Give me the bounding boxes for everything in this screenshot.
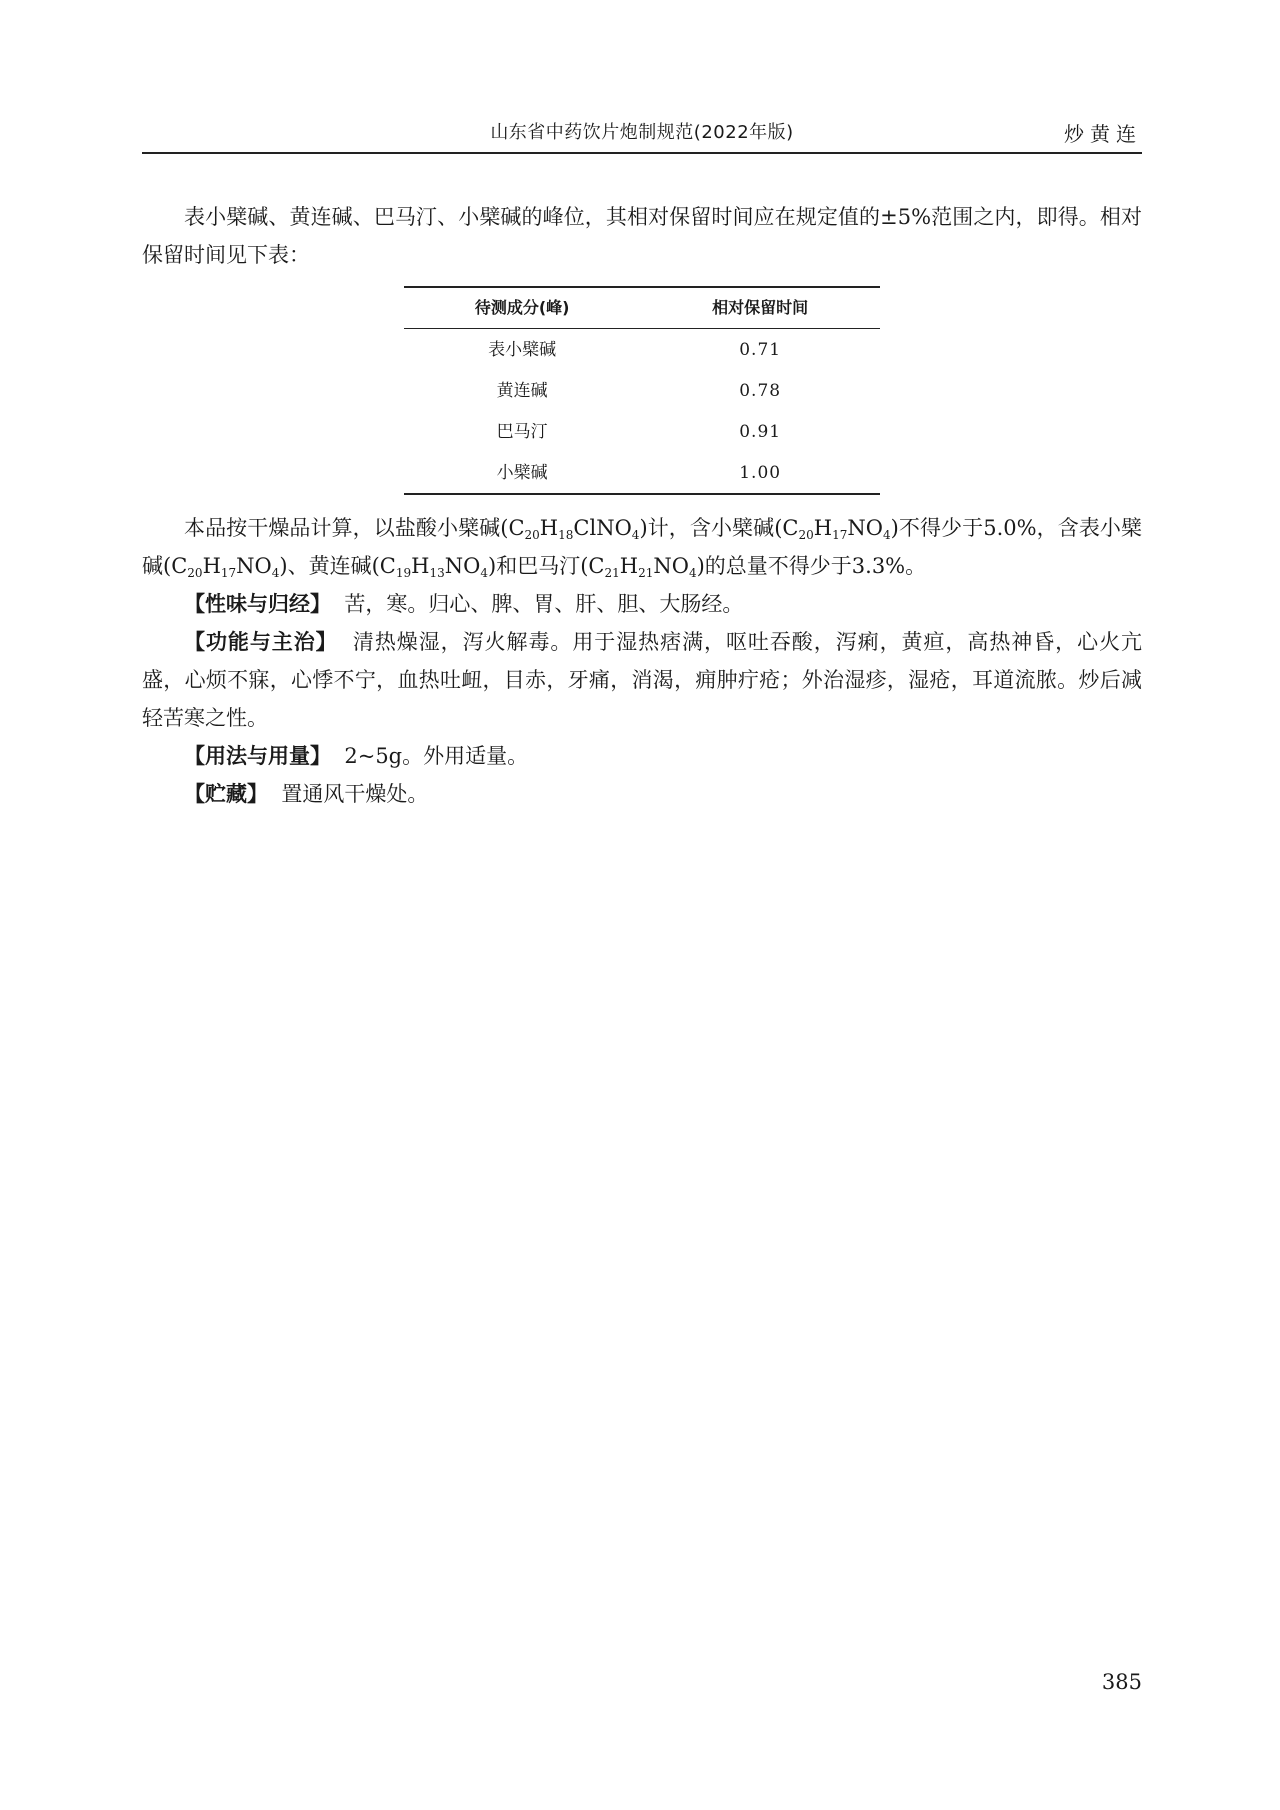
section-text: 苦，寒。归心、脾、胃、肝、胆、大肠经。 [344,592,744,616]
running-header [142,112,1142,154]
retention-value: 0.78 [739,380,782,401]
table-row [404,411,880,452]
table-row [404,329,880,371]
component-name: 巴马汀 [496,421,548,442]
formula-coptisine: $C_{19}H_{13}NO_4$ [379,554,488,580]
retention-value: 1.00 [739,462,782,483]
intro-paragraph: 表小檗碱、黄连碱、巴马汀、小檗碱的峰位，其相对保留时间应在规定值的±5%范围之内，即得。相对保留时间见下表： [142,205,1142,267]
component-name: 表小檗碱 [488,339,557,360]
component-name: 小檗碱 [496,462,548,483]
assay-text: )、黄连碱( [279,554,380,578]
column-header-retention: 相对保留时间 [712,298,809,317]
section-properties [142,585,1142,623]
section-storage [142,775,1142,813]
table-row [404,370,880,411]
table-header-row [404,287,880,329]
section-label: 【性味与归经】 [184,592,331,616]
assay-text: )和巴马汀( [488,554,589,578]
section-label: 【功能与主治】 [184,630,338,654]
formula-palmatine: $C_{21}H_{21}NO_4$ [588,554,697,580]
assay-text: )不得少于5.0%，含表小檗碱( [142,516,1142,578]
retention-value: 0.91 [739,421,782,442]
formula-epiberberine: $C_{20}H_{17}NO_4$ [171,554,280,580]
section-label: 【贮藏】 [184,782,268,806]
assay-text: )计，含小檗碱( [639,516,783,540]
column-header-component: 待测成分(峰) [474,298,570,317]
assay-text: )的总量不得少于3.3%。 [696,554,927,578]
section-text: 置通风干燥处。 [281,782,429,806]
table-row [404,452,880,494]
page-content [142,198,1142,813]
assay-paragraph [142,509,1142,585]
section-label: 【用法与用量】 [184,744,331,768]
book-title: 山东省中药饮片炮制规范(2022年版) [490,122,794,143]
chapter-title: 炒黄连 [1064,122,1142,146]
section-text: 清热燥湿，泻火解毒。用于湿热痞满，呕吐吞酸，泻痢，黄疸，高热神昏，心火亢盛，心烦不寐，心悸不宁，血热吐衄，目赤，牙痛，消渴，痈肿疔疮；外治湿疹，湿疮，耳道流脓。炒后减轻苦寒之性。 [142,630,1142,730]
component-name: 黄连碱 [496,380,548,401]
page-number: 385 [1101,1670,1142,1694]
section-text: 2~5g。外用适量。 [344,744,529,768]
assay-text: 本品按干燥品计算，以盐酸小檗碱( [184,516,509,540]
formula-berberine: $C_{20}H_{17}NO_4$ [782,516,891,542]
retention-time-table [404,286,880,495]
retention-value: 0.71 [739,339,782,360]
section-functions [142,623,1142,737]
formula-berberine-hcl: $C_{20}H_{18}ClNO_4$ [508,516,640,542]
section-dosage [142,737,1142,775]
